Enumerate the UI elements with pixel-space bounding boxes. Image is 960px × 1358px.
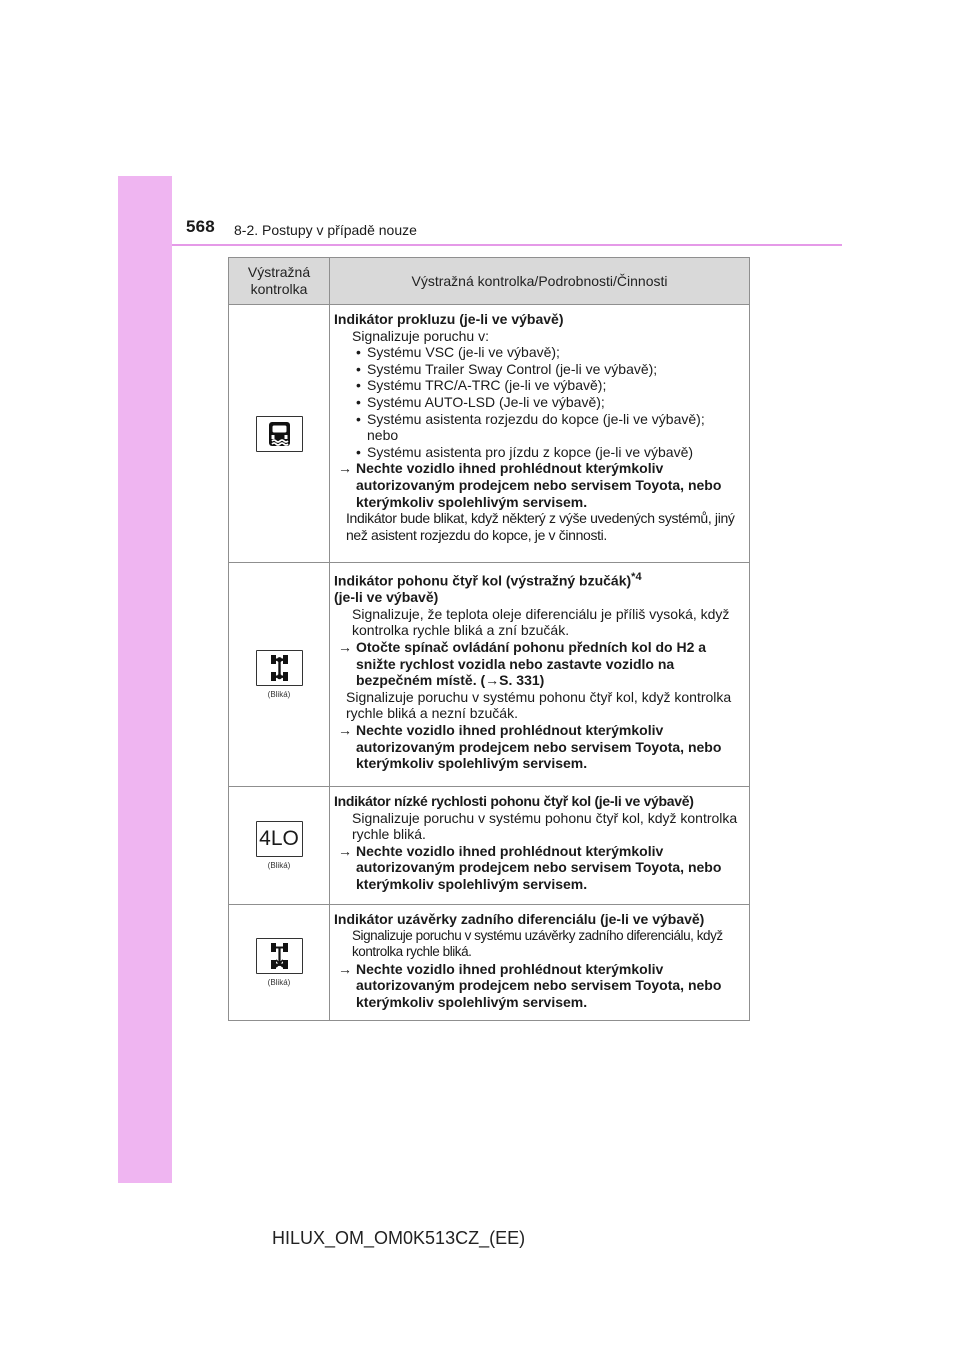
four-lo-indicator-icon: 4LO (256, 821, 303, 857)
entry-text: Signalizuje, že teplota oleje diferenciálu je příliš vysoká, když kontrolka rychle bliká a zní bzučák. (352, 605, 730, 639)
table-row (229, 787, 750, 905)
table-row (229, 563, 750, 787)
details-cell (330, 563, 750, 787)
header-rule (172, 244, 842, 246)
entry-text: Signalizuje poruchu v systému pohonu čtyř kol, když kontrolka rychle bliká. (352, 809, 738, 843)
blink-label: (Bliká) (267, 861, 291, 870)
page-reference: (→S. 331) (480, 672, 545, 689)
footnote-marker: *4 (631, 571, 642, 583)
entry-text: Signalizuje poruchu v systému uzávěrky zadního diferenciálu, když kontrolka rychle bliká. (352, 927, 723, 960)
bullet-item: • Systému asistenta pro jízdu z kopce (je-li ve výbavě) (356, 443, 694, 460)
bullet-item: • Systému TRC/A-TRC (je-li ve výbavě); (356, 377, 607, 394)
note-text: Indikátor bude blikat, když některý z výše uvedených systémů, jiný než asistent rozjezdu do kopce, je v činnosti. (346, 510, 735, 543)
slip-indicator-icon (256, 416, 303, 452)
section-title: 8-2. Postupy v případě nouze (234, 222, 417, 238)
details-cell (330, 305, 750, 563)
table-row (229, 305, 750, 563)
four-wheel-drive-icon (256, 650, 303, 686)
action-text: → Nechte vozidlo ihned prohlédnout kterýmkoliv autorizovaným prodejcem nebo servisem Toyota, nebo kterýmkoliv spolehlivým servisem. (338, 722, 722, 772)
entry-text: Signalizuje poruchu v systému pohonu čtyř kol, když kontrolka rychle bliká a nezní bzučák. (346, 688, 732, 722)
action-text: → Nechte vozidlo ihned prohlédnout kterýmkoliv autorizovaným prodejcem nebo servisem Toyota, nebo kterýmkoliv spolehlivým servisem. (338, 960, 722, 1010)
entry-title: Indikátor uzávěrky zadního diferenciálu (je-li ve výbavě) (334, 911, 705, 927)
table-header-row (229, 258, 750, 305)
details-cell (330, 787, 750, 905)
action-text: → Nechte vozidlo ihned prohlédnout kterýmkoliv autorizovaným prodejcem nebo servisem Toyota, nebo kterýmkoliv spolehlivým servisem. (338, 460, 722, 510)
bullet-item: • Systému Trailer Sway Control (je-li ve výbavě); (356, 360, 658, 377)
bullet-item: • Systému asistenta rozjezdu do kopce (je-li ve výbavě); (356, 410, 705, 427)
details-cell (330, 905, 750, 1021)
warning-lights-table (228, 257, 750, 1021)
blink-label: (Bliká) (267, 978, 291, 987)
document-code: HILUX_OM_OM0K513CZ_(EE) (272, 1228, 526, 1248)
icon-cell (229, 787, 330, 905)
entry-title: Indikátor pohonu čtyř kol (výstražný bzučák)$^{*4}$ (334, 571, 642, 589)
header-details: Výstražná kontrolka/Podrobnosti/Činnosti (330, 258, 750, 305)
connector-text: nebo (367, 427, 399, 444)
rear-differential-lock-icon (256, 938, 303, 974)
icon-cell (229, 905, 330, 1021)
entry-title: Indikátor nízké rychlosti pohonu čtyř kol (je-li ve výbavě) (334, 793, 694, 809)
bullet-item: • Systému AUTO-LSD (Je-li ve výbavě); (356, 393, 605, 410)
action-text: → Otočte spínač ovládání pohonu předních kol do H2 a snižte rychlost vozidla nebo zastavte vozidlo na bezpečném místě. (→S. 331) (338, 639, 707, 689)
page-number: 568 (186, 217, 215, 236)
bullet-item: • Systému VSC (je-li ve výbavě); (356, 344, 560, 361)
icon-cell (229, 563, 330, 787)
chapter-side-band (118, 176, 172, 1183)
action-text: → Nechte vozidlo ihned prohlédnout kterýmkoliv autorizovaným prodejcem nebo servisem Toyota, nebo kterýmkoliv spolehlivým servisem. (338, 842, 722, 892)
blink-label: (Bliká) (267, 690, 291, 699)
icon-cell (229, 305, 330, 563)
header-warning-light: Výstražná kontrolka (229, 258, 330, 305)
entry-text: Signalizuje poruchu v: (352, 327, 489, 344)
entry-title-sub: (je-li ve výbavě) (334, 589, 439, 606)
table-row (229, 905, 750, 1021)
entry-title: Indikátor prokluzu (je-li ve výbavě) (334, 311, 564, 327)
